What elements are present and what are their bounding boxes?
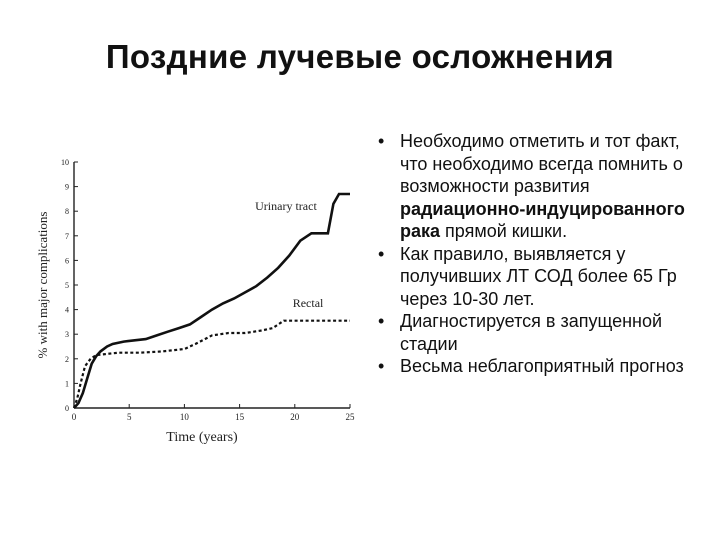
bullet-item <box>368 130 698 243</box>
bullet-text: Диагностируется в запущенной стадии <box>400 311 663 354</box>
x-tick-label: 25 <box>345 412 355 422</box>
bullet-text: прямой кишки. <box>440 221 568 241</box>
bullet-text: Необходимо отметить и тот факт, что необходимо всегда помнить о возможности развития <box>400 131 683 196</box>
x-tick-label: 0 <box>71 412 77 422</box>
bullet-dot-icon: • <box>378 311 385 331</box>
bullet-dot-icon: • <box>378 131 385 151</box>
complications-chart <box>34 150 356 452</box>
y-tick-label: 0 <box>65 404 69 413</box>
y-tick-label: 4 <box>65 305 69 315</box>
x-axis-label: Time (years) <box>166 430 238 445</box>
y-tick-label: 1 <box>65 379 69 389</box>
bullet-text: Весьма неблагоприятный прогноз <box>400 356 684 376</box>
slide-title: Поздние лучевые осложнения <box>105 38 615 75</box>
series-line-rectal <box>74 321 350 408</box>
x-tick-label: 15 <box>235 412 245 422</box>
y-tick-label: 6 <box>65 256 69 266</box>
y-tick-label: 2 <box>65 354 69 364</box>
bullet-text-bold: радиационно-индуцированного рака <box>400 198 685 241</box>
bullet-list <box>368 130 698 378</box>
y-axis-label: % with major complications <box>35 211 50 359</box>
bullet-item <box>368 243 698 311</box>
y-tick-label: 3 <box>65 330 69 340</box>
y-tick-label: 10 <box>61 158 69 167</box>
series-label: Urinary tract <box>255 198 317 213</box>
y-tick-label: 7 <box>65 231 69 241</box>
y-tick-label: 9 <box>65 182 69 192</box>
y-tick-label: 8 <box>65 207 69 217</box>
series-label: Rectal <box>292 296 324 311</box>
bullet-dot-icon: • <box>378 356 385 376</box>
bullet-text: Как правило, выявляется у получивших ЛТ СОД более 65 Гр через 10-30 лет. <box>400 243 677 309</box>
x-tick-label: 10 <box>179 412 189 422</box>
x-tick-label: 20 <box>290 412 300 422</box>
y-tick-label: 5 <box>65 281 69 290</box>
bullet-item <box>368 355 698 378</box>
x-tick-label: 5 <box>126 412 132 422</box>
bullet-dot-icon: • <box>378 243 385 264</box>
bullet-item <box>368 310 698 355</box>
